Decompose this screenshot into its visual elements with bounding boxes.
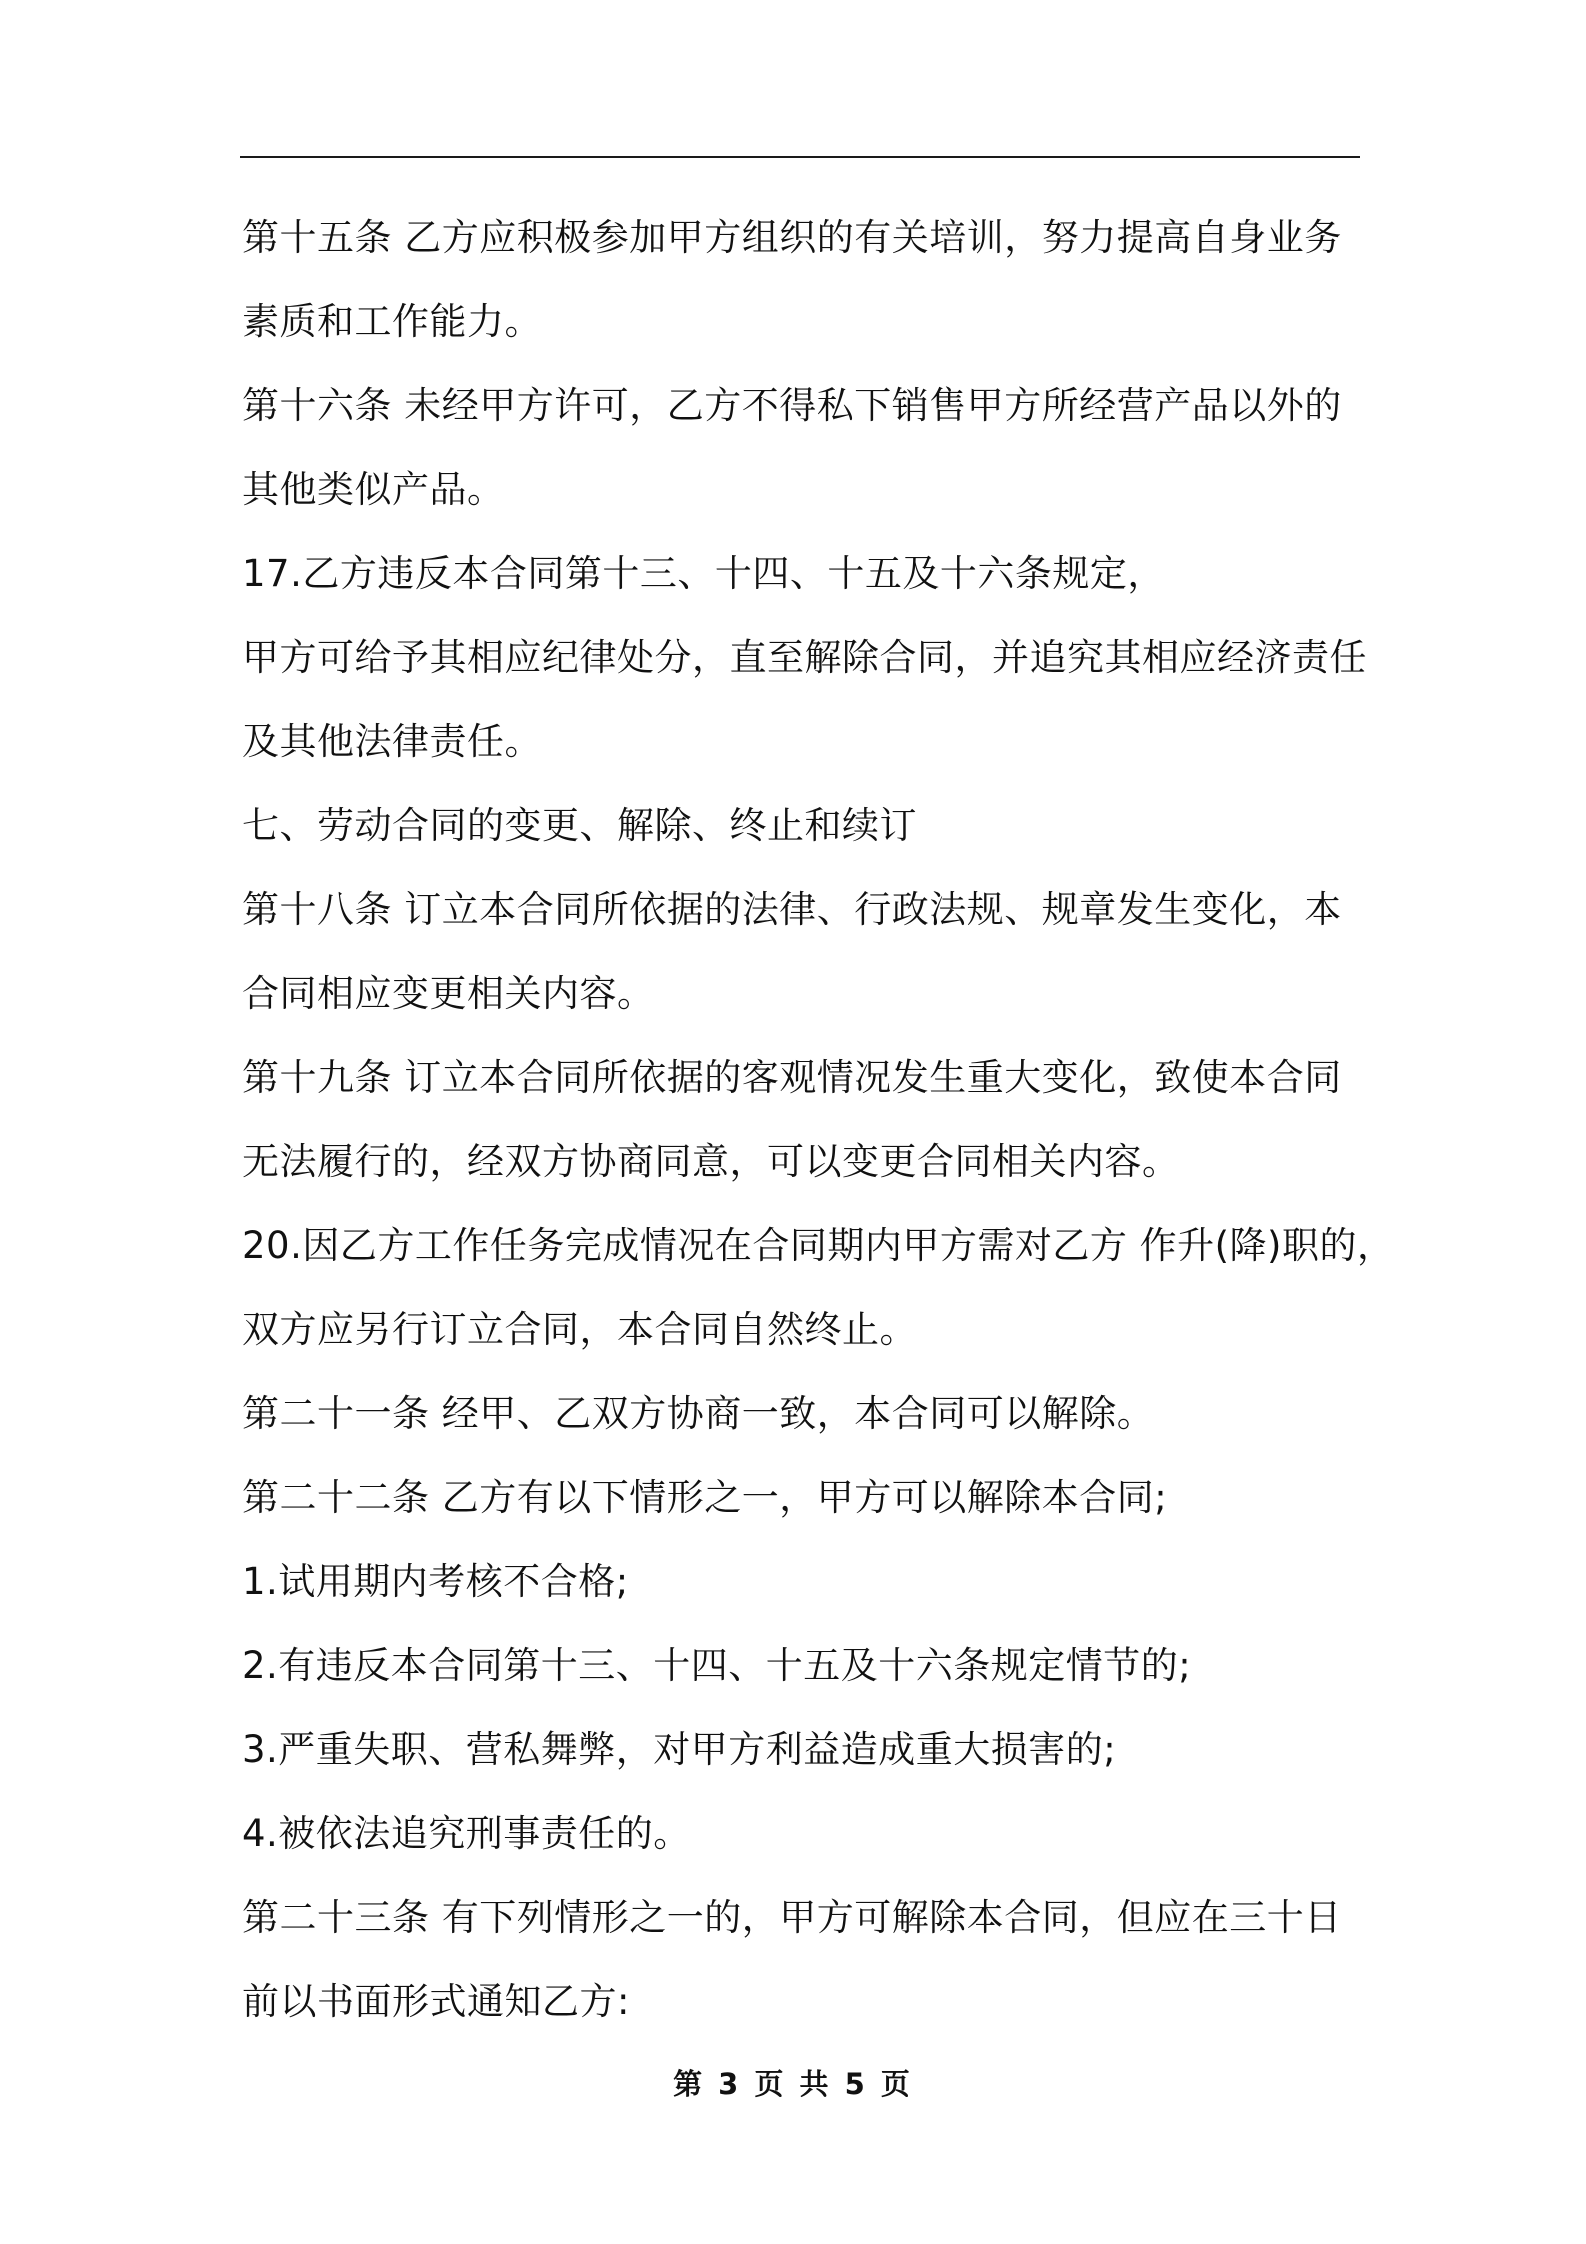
- list-item: 1.试用期内考核不合格;: [242, 1560, 629, 1603]
- text-line: 双方应另行订立合同，本合同自然终止。: [242, 1308, 917, 1351]
- text-line: 无法履行的，经双方协商同意，可以变更合同相关内容。: [242, 1140, 1180, 1183]
- text-line: 及其他法律责任。: [242, 720, 542, 763]
- list-item: 4.被依法追究刑事责任的。: [242, 1812, 691, 1855]
- list-item: 2.有违反本合同第十三、十四、十五及十六条规定情节的;: [242, 1644, 1192, 1687]
- text-line: 其他类似产品。: [242, 468, 505, 511]
- text-line: 第二十一条 经甲、乙双方协商一致，本合同可以解除。: [242, 1392, 1155, 1435]
- text-line: 合同相应变更相关内容。: [242, 972, 655, 1015]
- text-line: 第十五条 乙方应积极参加甲方组织的有关培训，努力提高自身业务: [242, 216, 1342, 259]
- document-body: [242, 196, 1395, 2044]
- page-number: 第 3 页 共 5 页: [673, 2067, 913, 2101]
- text-line: 素质和工作能力。: [242, 300, 542, 343]
- text-line: 前以书面形式通知乙方:: [242, 1980, 630, 2023]
- text-line: 20.因乙方工作任务完成情况在合同期内甲方需对乙方 作升(降)职的，: [242, 1224, 1395, 1267]
- text-line: 第十八条 订立本合同所依据的法律、行政法规、规章发生变化，本: [242, 888, 1342, 931]
- list-item: 3.严重失职、营私舞弊，对甲方利益造成重大损害的;: [242, 1728, 1117, 1771]
- text-line: 第二十三条 有下列情形之一的，甲方可解除本合同，但应在三十日: [242, 1896, 1342, 1939]
- text-line: 甲方可给予其相应纪律处分，直至解除合同，并追究其相应经济责任: [242, 636, 1367, 679]
- section-heading: 七、劳动合同的变更、解除、终止和续订: [242, 804, 917, 847]
- header-rule: [240, 156, 1360, 158]
- text-line: 第十九条 订立本合同所依据的客观情况发生重大变化，致使本合同: [242, 1056, 1342, 1099]
- text-line: 第十六条 未经甲方许可，乙方不得私下销售甲方所经营产品以外的: [242, 384, 1342, 427]
- text-line: 17.乙方违反本合同第十三、十四、十五及十六条规定，: [242, 552, 1165, 595]
- text-line: 第二十二条 乙方有以下情形之一，甲方可以解除本合同;: [242, 1476, 1168, 1519]
